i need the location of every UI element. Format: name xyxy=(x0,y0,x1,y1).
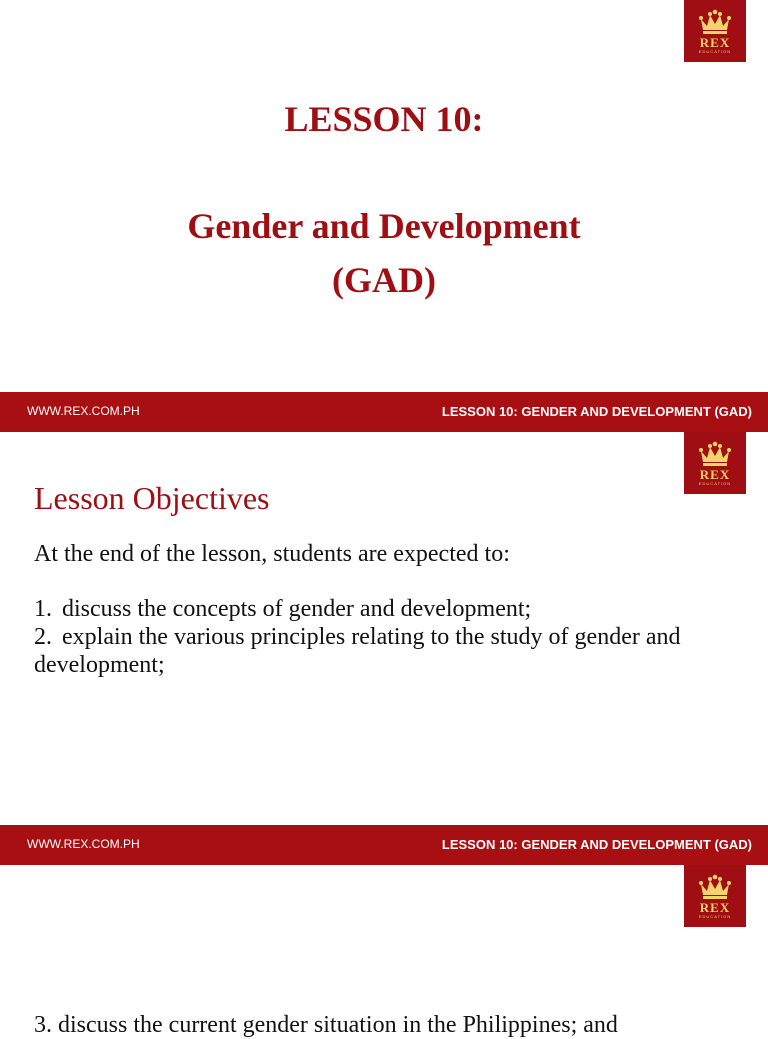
logo-tagline: EDUCATION xyxy=(698,913,732,919)
objective-text: discuss the concepts of gender and development; xyxy=(62,596,532,622)
objective-item-partial: 3. discuss the current gender situation in the Philippines; and xyxy=(34,1012,618,1038)
rex-logo xyxy=(684,865,746,927)
rex-logo xyxy=(684,0,746,62)
rex-logo xyxy=(684,432,746,494)
lesson-title-line2: (GAD) xyxy=(332,260,436,300)
logo-tagline: EDUCATION xyxy=(698,480,732,486)
footer-url[interactable]: WWW.REX.COM.PH xyxy=(27,837,140,851)
crown-icon xyxy=(698,874,732,900)
objective-item xyxy=(34,595,746,623)
lesson-title-line1: Gender and Development xyxy=(187,206,581,246)
slide-title xyxy=(0,0,768,392)
objectives-heading: Lesson Objectives xyxy=(34,480,270,516)
slide-objectives-continued xyxy=(0,865,768,1038)
logo-brand: REX xyxy=(699,34,731,50)
objective-number: 1. xyxy=(34,596,52,622)
footer-url[interactable]: WWW.REX.COM.PH xyxy=(27,404,140,418)
crown-icon xyxy=(698,9,732,35)
objective-item xyxy=(34,623,746,679)
logo-brand: REX xyxy=(699,466,731,482)
logo-brand: REX xyxy=(699,899,731,915)
lesson-number: LESSON 10: xyxy=(284,99,484,139)
crown-icon xyxy=(698,441,732,467)
footer-lesson-title: LESSON 10: GENDER AND DEVELOPMENT (GAD) xyxy=(441,404,752,419)
objective-number: 2. xyxy=(34,624,52,650)
slide-footer-band xyxy=(0,392,768,432)
logo-tagline: EDUCATION xyxy=(698,48,732,54)
objective-text: explain the various principles relating to the study of gender and development; xyxy=(34,624,681,678)
footer-lesson-title: LESSON 10: GENDER AND DEVELOPMENT (GAD) xyxy=(441,837,752,852)
objectives-intro: At the end of the lesson, students are expected to: xyxy=(34,541,510,567)
slide-footer-band xyxy=(0,825,768,865)
